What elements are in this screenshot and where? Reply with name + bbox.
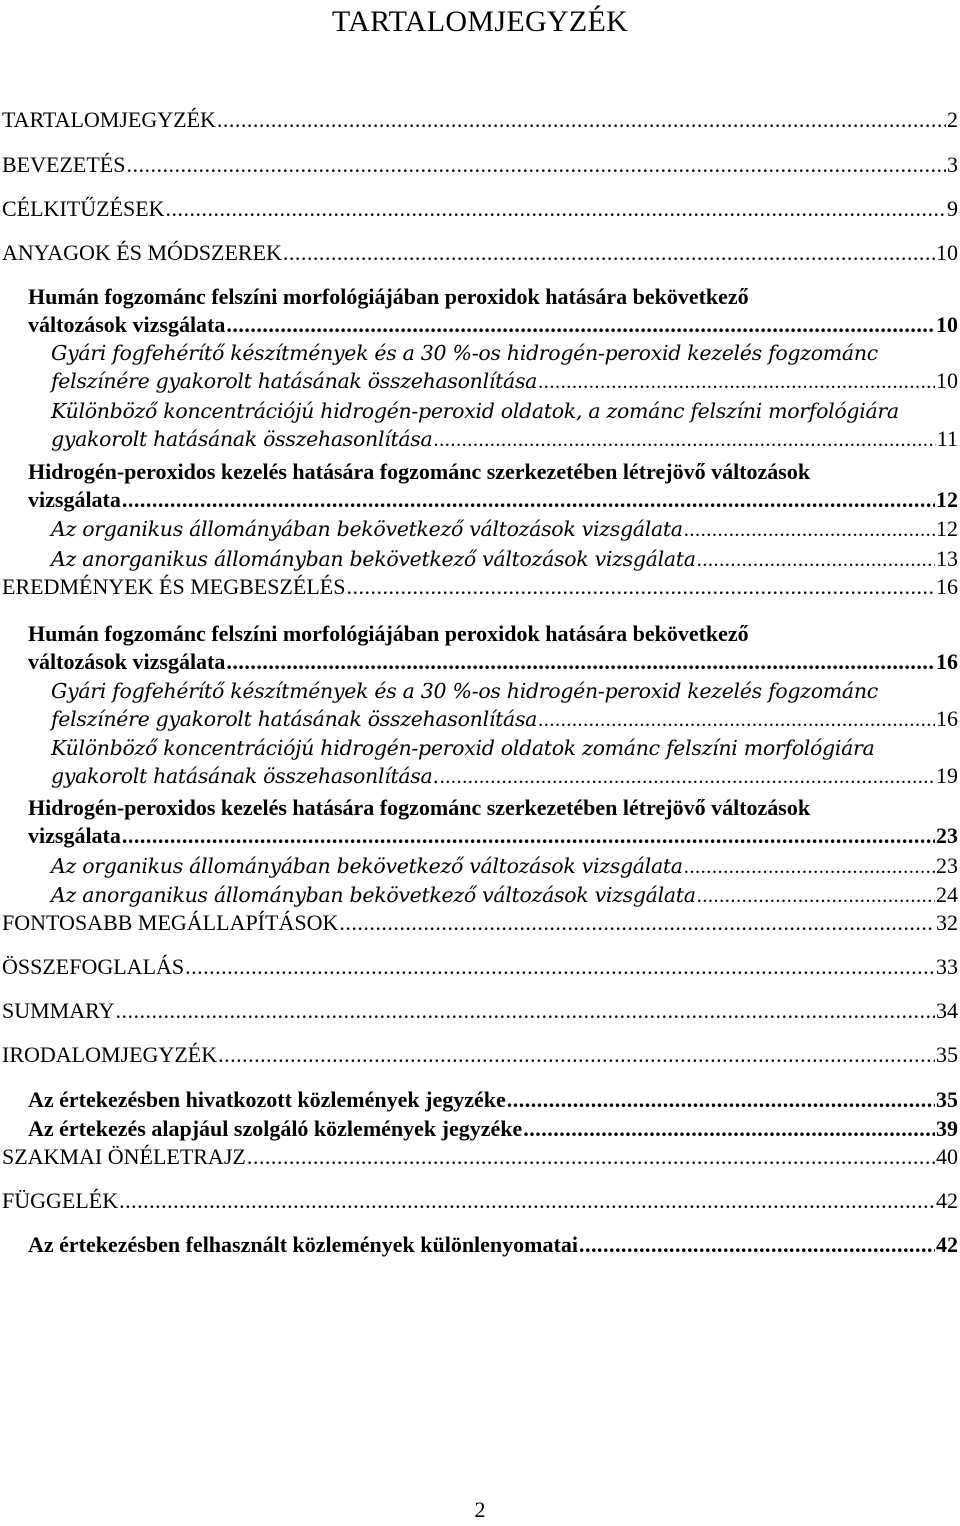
toc-entry-szerkezet-2[interactable]: vizsgálata ..... 23: [28, 822, 958, 850]
toc-entry-gyari-fogfehérito-2[interactable]: felszínére gyakorolt hatásának összehasonlítása ..... 16: [51, 705, 958, 733]
dot-leader: [247, 1143, 935, 1171]
toc-page-number: 23: [936, 853, 958, 878]
dot-leader: [122, 822, 935, 850]
dot-leader: [538, 368, 935, 396]
toc-page-number: 19: [936, 763, 958, 788]
toc-entry-kulonbozo-koncentracio-2[interactable]: gyakorolt hatásának összehasonlítása. ..... 19: [51, 762, 958, 790]
toc-entry-line1[interactable]: Különböző koncentrációjú hidrogén-peroxid oldatok, a zománc felszíni morfológiára: [51, 399, 899, 423]
page-title: TARTALOMJEGYZÉK: [331, 5, 629, 38]
dot-leader: [339, 909, 935, 937]
toc-entry-szerkezet-1[interactable]: vizsgálata ..... 12: [28, 486, 958, 514]
toc-page-number: 12: [936, 487, 958, 512]
toc-page-number: 10: [936, 368, 958, 393]
toc-entry-line1[interactable]: Hidrogén-peroxidos kezelés hatására fogzománc szerkezetében létrejövő változások: [28, 459, 811, 484]
toc-entry-irodalomjegyzek[interactable]: IRODALOMJEGYZÉK ..... 35: [2, 1041, 958, 1069]
toc-entry-anyagok-es-modszerek[interactable]: ANYAGOK ÉS MÓDSZEREK ..... 10: [2, 239, 958, 267]
dot-leader: [166, 195, 946, 223]
dot-leader: [218, 1041, 935, 1069]
dot-leader: [523, 1115, 935, 1143]
toc-page-number: 16: [936, 574, 958, 599]
toc-page-number: 40: [936, 1144, 958, 1169]
dot-leader: [684, 853, 935, 881]
toc-page-number: 35: [936, 1042, 958, 1067]
toc-entry-line1[interactable]: Humán fogzománc felszíni morfológiájában peroxidok hatására bekövetkező: [28, 284, 749, 309]
toc-entry-morfologia-2[interactable]: változások vizsgálata ..... 16: [28, 648, 958, 676]
dot-leader: [119, 1187, 935, 1215]
dot-leader: [115, 997, 935, 1025]
toc-page-number: 39: [936, 1116, 958, 1141]
toc-entry-line1[interactable]: Gyári fogfehérítő készítmények és a 30 %-os hidrogén-peroxid kezelés fogzománc: [51, 679, 878, 703]
toc-entry-anorganikus-1[interactable]: Az anorganikus állományban bekövetkező változások vizsgálata ..... 13: [51, 545, 958, 573]
toc-entry-osszefoglalas[interactable]: ÖSSZEFOGLALÁS ..... 33: [2, 953, 958, 981]
toc-page-number: 16: [936, 649, 958, 674]
page-number: 2: [474, 1497, 486, 1522]
dot-leader: [226, 648, 935, 676]
toc-page-number: 11: [936, 426, 958, 451]
toc-entry-gyari-fogfehérito-1[interactable]: felszínére gyakorolt hatásának összehasonlítása ..... 10: [51, 367, 958, 395]
dot-leader: [507, 1086, 935, 1114]
toc-page-number: 32: [936, 910, 958, 935]
dot-leader: [283, 239, 935, 267]
toc-entry-hivatkozott-kozlemenyek[interactable]: Az értekezésben hivatkozott közlemények jegyzéke ..... 35: [28, 1086, 958, 1114]
dot-leader: [579, 1231, 935, 1259]
dot-leader: [226, 311, 935, 339]
toc-page-number: 42: [936, 1188, 958, 1213]
toc-page-number: 13: [936, 546, 958, 571]
toc-entry-line1[interactable]: Humán fogzománc felszíni morfológiájában peroxidok hatására bekövetkező: [28, 621, 749, 646]
dot-leader: [346, 573, 935, 601]
dot-leader: [684, 516, 935, 544]
toc-entry-anorganikus-2[interactable]: Az anorganikus állományban bekövetkező változások vizsgálata ..... 24: [51, 881, 958, 909]
toc-page-number: 3: [947, 152, 958, 177]
toc-page-number: 24: [936, 882, 958, 907]
toc-page-number: 33: [936, 954, 958, 979]
toc-entry-morfologia-1[interactable]: változások vizsgálata ..... 10: [28, 311, 958, 339]
dot-leader: [697, 882, 935, 910]
toc-page-number: 12: [936, 516, 958, 541]
dot-leader: [185, 953, 935, 981]
toc-entry-line1[interactable]: Különböző koncentrációjú hidrogén-peroxid oldatok zománc felszíni morfológiára: [51, 736, 875, 760]
dot-leader: [697, 546, 935, 574]
dot-leader: [433, 426, 935, 454]
toc-page-number: 42: [936, 1232, 958, 1257]
dot-leader: [440, 763, 935, 791]
toc-entry-organikus-2[interactable]: Az organikus állományában bekövetkező változások vizsgálata ..... 23: [51, 852, 958, 880]
toc-entry-alapjaul-szolgalo-kozlemenyek[interactable]: Az értekezés alapjául szolgáló közlemények jegyzéke ..... 39: [28, 1115, 958, 1143]
toc-entry-fuggelek[interactable]: FÜGGELÉK ..... 42: [2, 1187, 958, 1215]
toc-page-number: 10: [936, 312, 958, 337]
toc-entry-celkituzesek[interactable]: CÉLKITŰZÉSEK ..... 9: [2, 195, 958, 223]
toc-page-number: 35: [936, 1087, 958, 1112]
toc-entry-kulonlenyomatai[interactable]: Az értekezésben felhasznált közlemények különlenyomatai ..... 42: [28, 1231, 958, 1259]
toc-entry-summary[interactable]: SUMMARY ..... 34: [2, 997, 958, 1025]
toc-entry-szakmai-oneletrajz[interactable]: SZAKMAI ÖNÉLETRAJZ ..... 40: [2, 1143, 958, 1171]
toc-entry-line1[interactable]: Hidrogén-peroxidos kezelés hatására fogzománc szerkezetében létrejövő változások: [28, 795, 811, 820]
toc-entry-kulonbozo-koncentracio-1[interactable]: gyakorolt hatásának összehasonlítása ..... 11: [51, 425, 958, 453]
toc-page-number: 2: [947, 107, 958, 132]
dot-leader: [217, 106, 946, 134]
dot-leader: [122, 486, 935, 514]
toc-entry-organikus-1[interactable]: Az organikus állományában bekövetkező változások vizsgálata ..... 12: [51, 515, 958, 543]
dot-leader: [126, 151, 946, 179]
toc-entry-bevezetes[interactable]: BEVEZETÉS ..... 3: [2, 151, 958, 179]
toc-entry-eredmenyek[interactable]: EREDMÉNYEK ÉS MEGBESZÉLÉS ..... 16: [2, 573, 958, 601]
toc-page-number: 16: [936, 706, 958, 731]
toc-entry-line1[interactable]: Gyári fogfehérítő készítmények és a 30 %-os hidrogén-peroxid kezelés fogzománc: [51, 341, 878, 365]
toc-page-number: 34: [936, 998, 958, 1023]
toc-entry-tartalomjegyzek[interactable]: TARTALOMJEGYZÉK ..... 2: [2, 106, 958, 134]
toc-page-number: 23: [936, 823, 958, 848]
toc-page-number: 10: [936, 240, 958, 265]
dot-leader: [538, 706, 935, 734]
toc-page-number: 9: [947, 196, 958, 221]
toc-entry-fontosabb-megallapitasok[interactable]: FONTOSABB MEGÁLLAPÍTÁSOK ..... 32: [2, 909, 958, 937]
